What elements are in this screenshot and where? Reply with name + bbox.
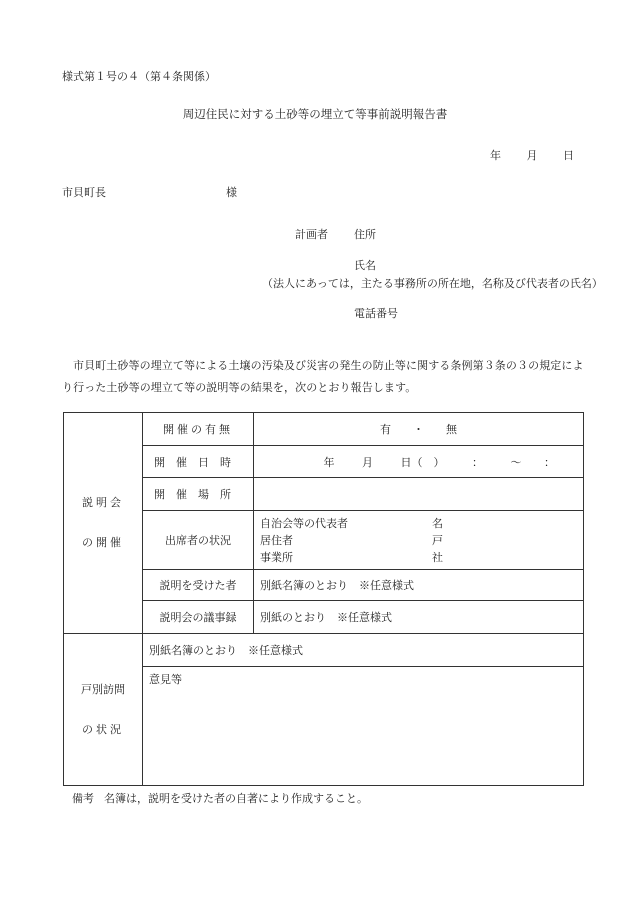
date-year-label: 年 — [490, 149, 501, 162]
planner-address-label: 住所 — [354, 228, 376, 241]
attendance-type: 居住者 — [260, 533, 293, 547]
addressee: 市貝町長 — [62, 186, 106, 199]
report-table — [63, 412, 584, 786]
held-value: 有 ・ 無 — [254, 413, 584, 446]
report-body-text: 市貝町土砂等の埋立て等による土壌の汚染及び災害の発生の防止等に関する条例第３条の３の規定により行った土砂等の埋立て等の説明等の結果を，次のとおり報告します。 — [62, 359, 584, 394]
attendance-value — [254, 511, 584, 570]
attendance-label: 出席者の状況 — [143, 511, 254, 570]
place-label: 開催場所 — [143, 478, 254, 511]
planner-phone-label: 電話番号 — [354, 307, 398, 320]
report-date — [490, 149, 574, 163]
recipients-label: 説明を受けた者 — [143, 570, 254, 601]
visit-group-line1: 戸別訪問 — [81, 682, 125, 696]
datetime-label: 開催日時 — [143, 446, 254, 478]
attendance-unit: 社 — [432, 550, 443, 564]
meeting-group-line2: の開催 — [82, 536, 124, 549]
date-month-label: 月 — [526, 149, 538, 162]
form-number: 様式第１号の４（第４条関係） — [62, 70, 216, 83]
dt-year: 年 — [323, 455, 335, 469]
attendance-row — [260, 532, 583, 549]
attendance-type: 自治会等の代表者 — [260, 516, 348, 530]
place-value — [254, 478, 584, 511]
dt-colon2: ： — [544, 455, 555, 469]
minutes-label: 説明会の議事録 — [143, 601, 254, 634]
held-label: 開催の有無 — [143, 413, 254, 446]
meeting-group-label — [64, 413, 143, 634]
planner-name-label: 氏名 — [354, 259, 376, 272]
honorific: 様 — [226, 186, 237, 199]
remark-label: 備考 — [72, 792, 94, 805]
visit-list-value: 別紙名簿のとおり ※任意様式 — [143, 634, 584, 667]
datetime-value — [254, 446, 584, 478]
visit-opinions: 意見等 — [143, 667, 584, 786]
date-day-label: 日 — [563, 149, 574, 162]
attendance-unit: 戸 — [432, 533, 443, 547]
page-title: 周辺住民に対する土砂等の埋立て等事前説明報告書 — [182, 107, 448, 121]
minutes-value: 別紙のとおり ※任意様式 — [254, 601, 584, 634]
dt-day: 日（ ） — [400, 455, 445, 469]
remark — [72, 792, 368, 806]
remark-text: 名簿は，説明を受けた者の自著により作成すること。 — [104, 792, 368, 805]
planner-label: 計画者 — [295, 228, 328, 241]
attendance-row — [260, 515, 583, 532]
addressee-line — [62, 186, 237, 200]
attendance-unit: 名 — [432, 516, 443, 530]
dt-month: 月 — [362, 455, 373, 469]
attendance-type: 事業所 — [260, 550, 293, 564]
visit-group-label — [64, 634, 143, 786]
recipients-value: 別紙名簿のとおり ※任意様式 — [254, 570, 584, 601]
attendance-row — [260, 549, 583, 566]
corporate-note: （法人にあっては，主たる事務所の所在地，名称及び代表者の氏名） — [262, 277, 603, 290]
dt-colon1: ： — [472, 455, 483, 469]
visit-group-line2: の状況 — [82, 722, 124, 736]
meeting-group-line1: 説明会 — [82, 496, 124, 509]
dt-tilde: ～ — [510, 455, 522, 469]
